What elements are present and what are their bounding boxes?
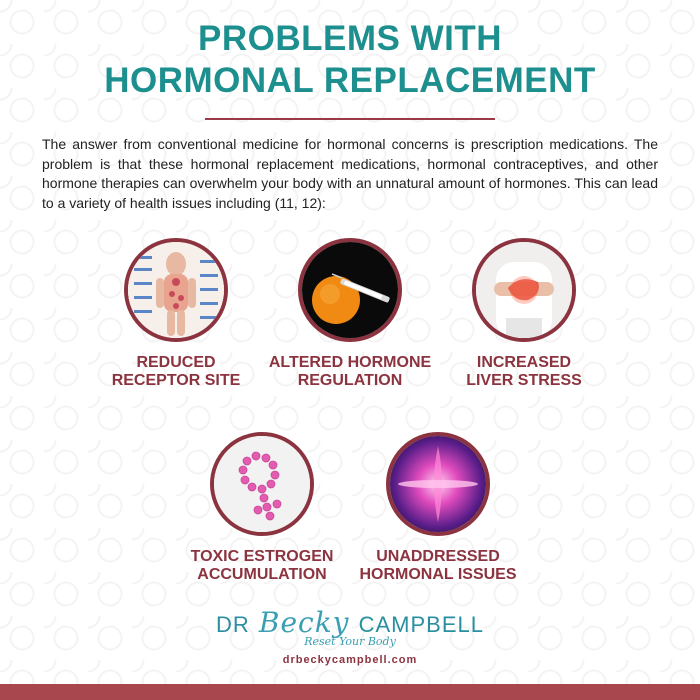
item-label: UNADDRESSED HORMONAL ISSUES [359,548,517,583]
item-label: ALTERED HORMONE REGULATION [268,354,432,389]
item-reduced-receptor-site [81,238,271,390]
title-divider [205,118,495,120]
liver-pain-icon [472,238,576,342]
endocrine-system-diagram-icon [124,238,228,342]
page-title [0,18,700,102]
purple-energy-burst-icon [386,432,490,536]
orange-syringe-icon [298,238,402,342]
logo-tagline: Reset Your Body [304,635,396,648]
item-unaddressed-hormonal-issues [343,432,533,584]
brand-logo: DR Becky CAMPBELL Reset Your Body drbeckycampbell.com [0,606,700,666]
item-label: TOXIC ESTROGEN ACCUMULATION [190,548,334,583]
item-increased-liver-stress [429,238,619,390]
item-toxic-estrogen-accumulation [167,432,357,584]
website-url[interactable]: drbeckycampbell.com [282,654,418,666]
intro-paragraph: The answer from conventional medicine for hormonal concerns is prescription medications. The problem is that these hormonal replacement medications, hormonal contraceptives, and other hormone therapies can overwhelm your body with an unnatural amount of hormones. This can lead to a variety of health issues including (11, 12): [42,136,658,211]
item-label: REDUCED RECEPTOR SITE [111,354,241,389]
footer-bar [0,684,700,700]
title-line-2: HORMONAL REPLACEMENT [104,61,596,100]
item-altered-hormone-regulation [255,238,445,390]
pills-female-symbol-icon [210,432,314,536]
item-label: INCREASED LIVER STRESS [466,354,582,389]
title-line-1: PROBLEMS WITH [198,19,502,58]
